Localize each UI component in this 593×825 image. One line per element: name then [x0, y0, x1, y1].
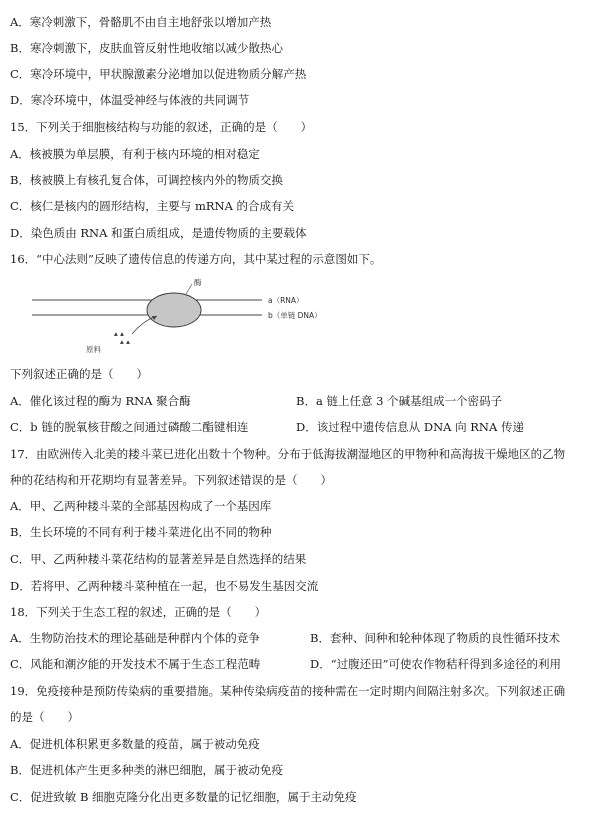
q19-option-c: C．促进致敏 B 细胞克隆分化出更多数量的记忆细胞，属于主动免疫	[10, 790, 357, 804]
q17-option-b: B．生长环境的不同有利于耧斗菜进化出不同的物种	[10, 525, 272, 539]
q14-option-a: A．寒冷刺激下，骨骼肌不由自主地舒张以增加产热	[10, 15, 272, 29]
q16-option-a: A．催化该过程的酶为 RNA 聚合酶	[10, 394, 191, 408]
q18-option-a: A．生物防治技术的理论基础是种群内个体的竞争	[10, 631, 260, 645]
q15-option-a: A．核被膜为单层膜，有利于核内环境的相对稳定	[10, 147, 260, 161]
q16-option-b: B．a 链上任意 3 个碱基组成一个密码子	[296, 394, 503, 408]
q16-prompt: 下列叙述正确的是（ ）	[10, 367, 148, 381]
q15-option-d: D．染色质由 RNA 和蛋白质组成，是遗传物质的主要载体	[10, 226, 307, 240]
enzyme-label: 酶	[194, 278, 202, 287]
q19-option-a: A．促进机体积累更多数量的疫苗，属于被动免疫	[10, 737, 260, 751]
q15-option-b: B．核被膜上有核孔复合体，可调控核内外的物质交换	[10, 173, 283, 187]
q14-option-d: D．寒冷环境中，体温受神经与体液的共同调节	[10, 93, 250, 107]
q16-option-c: C．b 链的脱氧核苷酸之间通过磷酸二酯键相连	[10, 420, 249, 434]
q17-option-c: C．甲、乙两种耧斗菜花结构的显著差异是自然选择的结果	[10, 552, 307, 566]
enzyme-ellipse	[147, 293, 201, 327]
q17-option-a: A．甲、乙两种耧斗菜的全部基因构成了一个基因库	[10, 499, 272, 513]
q18-option-c: C．风能和潮汐能的开发技术不属于生态工程范畴	[10, 657, 261, 671]
q14-option-c: C．寒冷环境中，甲状腺激素分泌增加以促进物质分解产热	[10, 67, 307, 81]
q17-stem-line2: 种的花结构和开花期均有显著差异。下列叙述错误的是（ ）	[10, 473, 332, 487]
strand-b-label: b（单链 DNA）	[268, 311, 322, 320]
q16-stem: 16．“中心法则”反映了遗传信息的传递方向，其中某过程的示意图如下。	[10, 252, 382, 266]
q18-option-b: B．套种、间种和轮种体现了物质的良性循环技术	[310, 631, 560, 645]
strand-a-label: a（RNA）	[268, 296, 304, 305]
q19-stem-line2: 的是（ ）	[10, 710, 79, 724]
material-label: 原料	[86, 345, 101, 354]
q17-option-d: D．若将甲、乙两种耧斗菜种植在一起，也不易发生基因交流	[10, 579, 319, 593]
q15-stem: 15．下列关于细胞核结构与功能的叙述，正确的是（ ）	[10, 120, 313, 134]
transcription-diagram	[24, 276, 374, 356]
q17-stem-line1: 17．由欧洲传入北美的耧斗菜已进化出数十个物种。分布于低海拔潮湿地区的甲物种和高海拔干燥地区的乙物	[10, 447, 566, 461]
nucleotide-glyphs: ▴ ▴	[114, 329, 124, 338]
nucleotide-glyphs-2: ▴ ▴	[120, 337, 130, 346]
q18-stem: 18．下列关于生态工程的叙述，正确的是（ ）	[10, 605, 267, 619]
q19-option-b: B．促进机体产生更多种类的淋巴细胞，属于被动免疫	[10, 763, 283, 777]
q16-option-d: D．该过程中遗传信息从 DNA 向 RNA 传递	[296, 420, 524, 434]
q15-option-c: C．核仁是核内的圆形结构，主要与 mRNA 的合成有关	[10, 199, 295, 213]
q14-option-b: B．寒冷刺激下，皮肤血管反射性地收缩以减少散热心	[10, 41, 283, 55]
enzyme-pointer	[186, 284, 192, 294]
q18-option-d: D．“过腹还田”可使农作物秸秆得到多途径的利用	[310, 657, 561, 671]
q19-stem-line1: 19．免疫接种是预防传染病的重要措施。某种传染病疫苗的接种需在一定时期内间隔注射多次。下列叙述正确	[10, 684, 566, 698]
